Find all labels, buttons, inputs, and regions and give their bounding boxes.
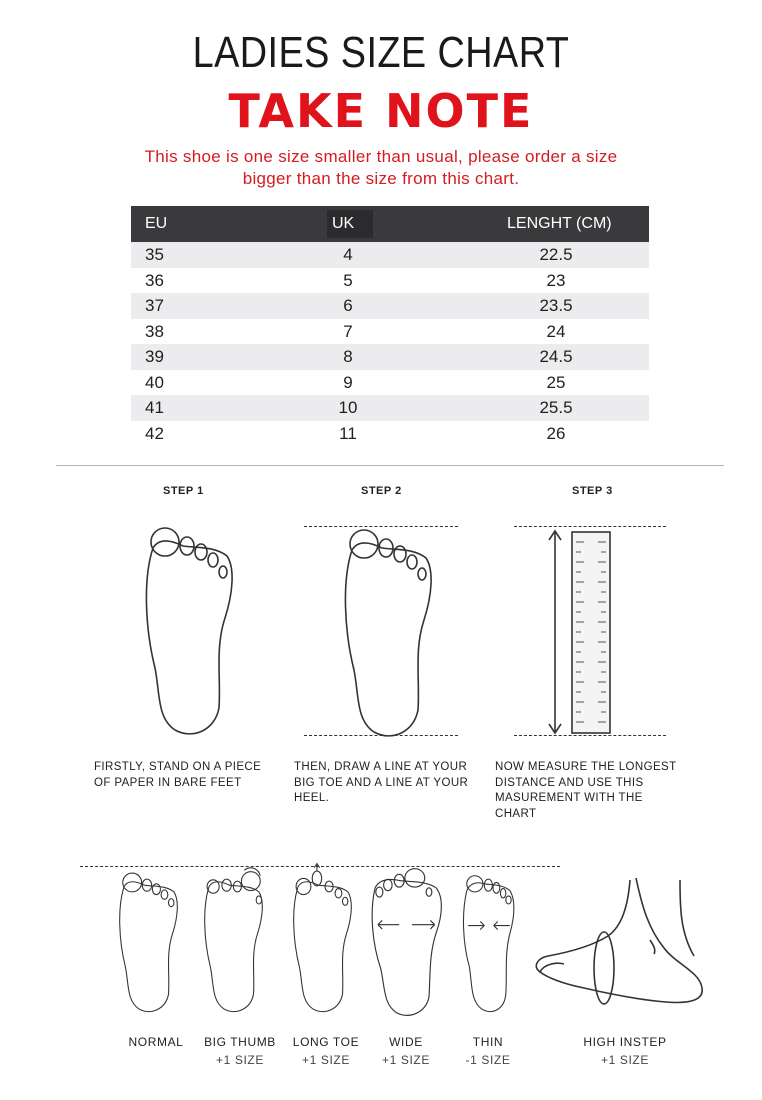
cell-eu: 39 bbox=[145, 347, 164, 366]
table-row bbox=[131, 395, 649, 421]
sizing-note bbox=[100, 146, 662, 190]
step-2-foot-icon bbox=[334, 520, 444, 742]
foot-type-label-normal: NORMAL bbox=[128, 1035, 184, 1049]
cell-uk: 9 bbox=[343, 372, 353, 392]
step-3-caption bbox=[495, 760, 715, 822]
cell-length: 23.5 bbox=[539, 296, 573, 315]
table-row bbox=[131, 268, 649, 294]
step-2-label: STEP 2 bbox=[361, 485, 402, 497]
size-table bbox=[131, 206, 649, 446]
step-1-foot-icon bbox=[135, 518, 245, 740]
step-3-top-line bbox=[514, 526, 666, 527]
thin-foot-icon bbox=[452, 862, 526, 1020]
step-1-label: STEP 1 bbox=[163, 485, 204, 497]
cell-eu: 42 bbox=[145, 423, 164, 443]
cell-uk: 11 bbox=[339, 423, 357, 443]
cell-uk: 7 bbox=[343, 321, 353, 341]
table-row bbox=[131, 293, 649, 319]
cell-uk: 10 bbox=[338, 398, 358, 417]
normal-foot-icon bbox=[112, 862, 186, 1020]
cell-length: 25 bbox=[546, 372, 566, 392]
table-row bbox=[131, 319, 649, 345]
high-instep-foot-icon bbox=[530, 876, 714, 1014]
wide-foot-icon bbox=[368, 862, 446, 1020]
header-uk: UK bbox=[332, 215, 355, 232]
foot-type-label-high-instep: HIGH INSTEP bbox=[583, 1035, 667, 1049]
step-1-caption-line: FIRSTLY, STAND ON A PIECE bbox=[94, 761, 262, 773]
step-2-caption-line: BIG TOE AND A LINE AT YOUR bbox=[294, 776, 469, 789]
take-note-heading: TAKE NOTE bbox=[228, 84, 534, 138]
step-3-label: STEP 3 bbox=[572, 485, 613, 497]
step-3-caption-line: NOW MEASURE THE LONGEST bbox=[495, 761, 677, 773]
cell-length: 23 bbox=[546, 270, 566, 290]
sizing-note-line-1: This shoe is one size smaller than usual, please order a size bbox=[144, 147, 618, 166]
step-3-bottom-line bbox=[514, 735, 666, 736]
cell-eu: 37 bbox=[145, 296, 164, 315]
cell-eu: 35 bbox=[145, 245, 164, 264]
foot-type-adjust-big-thumb: +1 SIZE bbox=[216, 1053, 264, 1067]
step-1-caption bbox=[94, 760, 294, 791]
cell-eu: 38 bbox=[145, 321, 164, 341]
header-length: LENGHT (CM) bbox=[507, 215, 612, 232]
foot-type-label-long-toe: LONG TOE bbox=[292, 1035, 360, 1049]
measure-arrow-icon bbox=[545, 528, 565, 736]
step-3-caption-line: CHART bbox=[495, 807, 537, 820]
foot-type-label-thin: THIN bbox=[472, 1035, 504, 1049]
step-2-caption-line: THEN, DRAW A LINE AT YOUR bbox=[294, 761, 468, 773]
cell-eu: 40 bbox=[145, 372, 164, 392]
table-row bbox=[131, 242, 649, 268]
section-divider bbox=[56, 465, 724, 466]
table-row bbox=[131, 344, 649, 370]
cell-length: 22.5 bbox=[539, 245, 573, 264]
foot-type-label-big-thumb: BIG THUMB bbox=[204, 1035, 276, 1049]
sizing-note-line-2: bigger than the size from this chart. bbox=[242, 169, 520, 188]
cell-length: 24.5 bbox=[539, 347, 573, 366]
cell-eu: 41 bbox=[145, 398, 164, 417]
step-3-caption-line: MASUREMENT WITH THE bbox=[495, 792, 643, 804]
header-eu: EU bbox=[145, 215, 168, 232]
big-thumb-foot-icon bbox=[197, 862, 271, 1020]
table-row bbox=[131, 370, 649, 396]
ruler-icon bbox=[570, 530, 612, 735]
step-3-caption-line: DISTANCE AND USE THIS bbox=[495, 776, 644, 789]
cell-uk: 5 bbox=[343, 270, 353, 290]
foot-type-label-wide: WIDE bbox=[389, 1035, 423, 1049]
table-row bbox=[131, 421, 649, 447]
chart-title: LADIES SIZE CHART bbox=[192, 28, 570, 77]
table-header bbox=[131, 206, 649, 242]
step-2-caption bbox=[294, 760, 494, 807]
table-body bbox=[131, 242, 649, 446]
foot-type-adjust-thin: -1 SIZE bbox=[465, 1053, 511, 1067]
foot-type-adjust-wide: +1 SIZE bbox=[382, 1053, 430, 1067]
cell-uk: 8 bbox=[343, 347, 353, 366]
heel-line bbox=[304, 735, 458, 736]
cell-uk: 6 bbox=[343, 296, 353, 315]
foot-type-adjust-high-instep: +1 SIZE bbox=[601, 1053, 649, 1067]
cell-length: 25.5 bbox=[539, 398, 573, 417]
foot-type-adjust-long-toe: +1 SIZE bbox=[302, 1053, 350, 1067]
step-2-caption-line: HEEL. bbox=[294, 792, 330, 804]
cell-length: 24 bbox=[546, 321, 566, 341]
cell-uk: 4 bbox=[343, 245, 353, 264]
cell-eu: 36 bbox=[145, 270, 164, 290]
long-toe-foot-icon bbox=[286, 862, 360, 1020]
step-1-caption-line: OF PAPER IN BARE FEET bbox=[94, 776, 242, 789]
cell-length: 26 bbox=[546, 423, 566, 443]
